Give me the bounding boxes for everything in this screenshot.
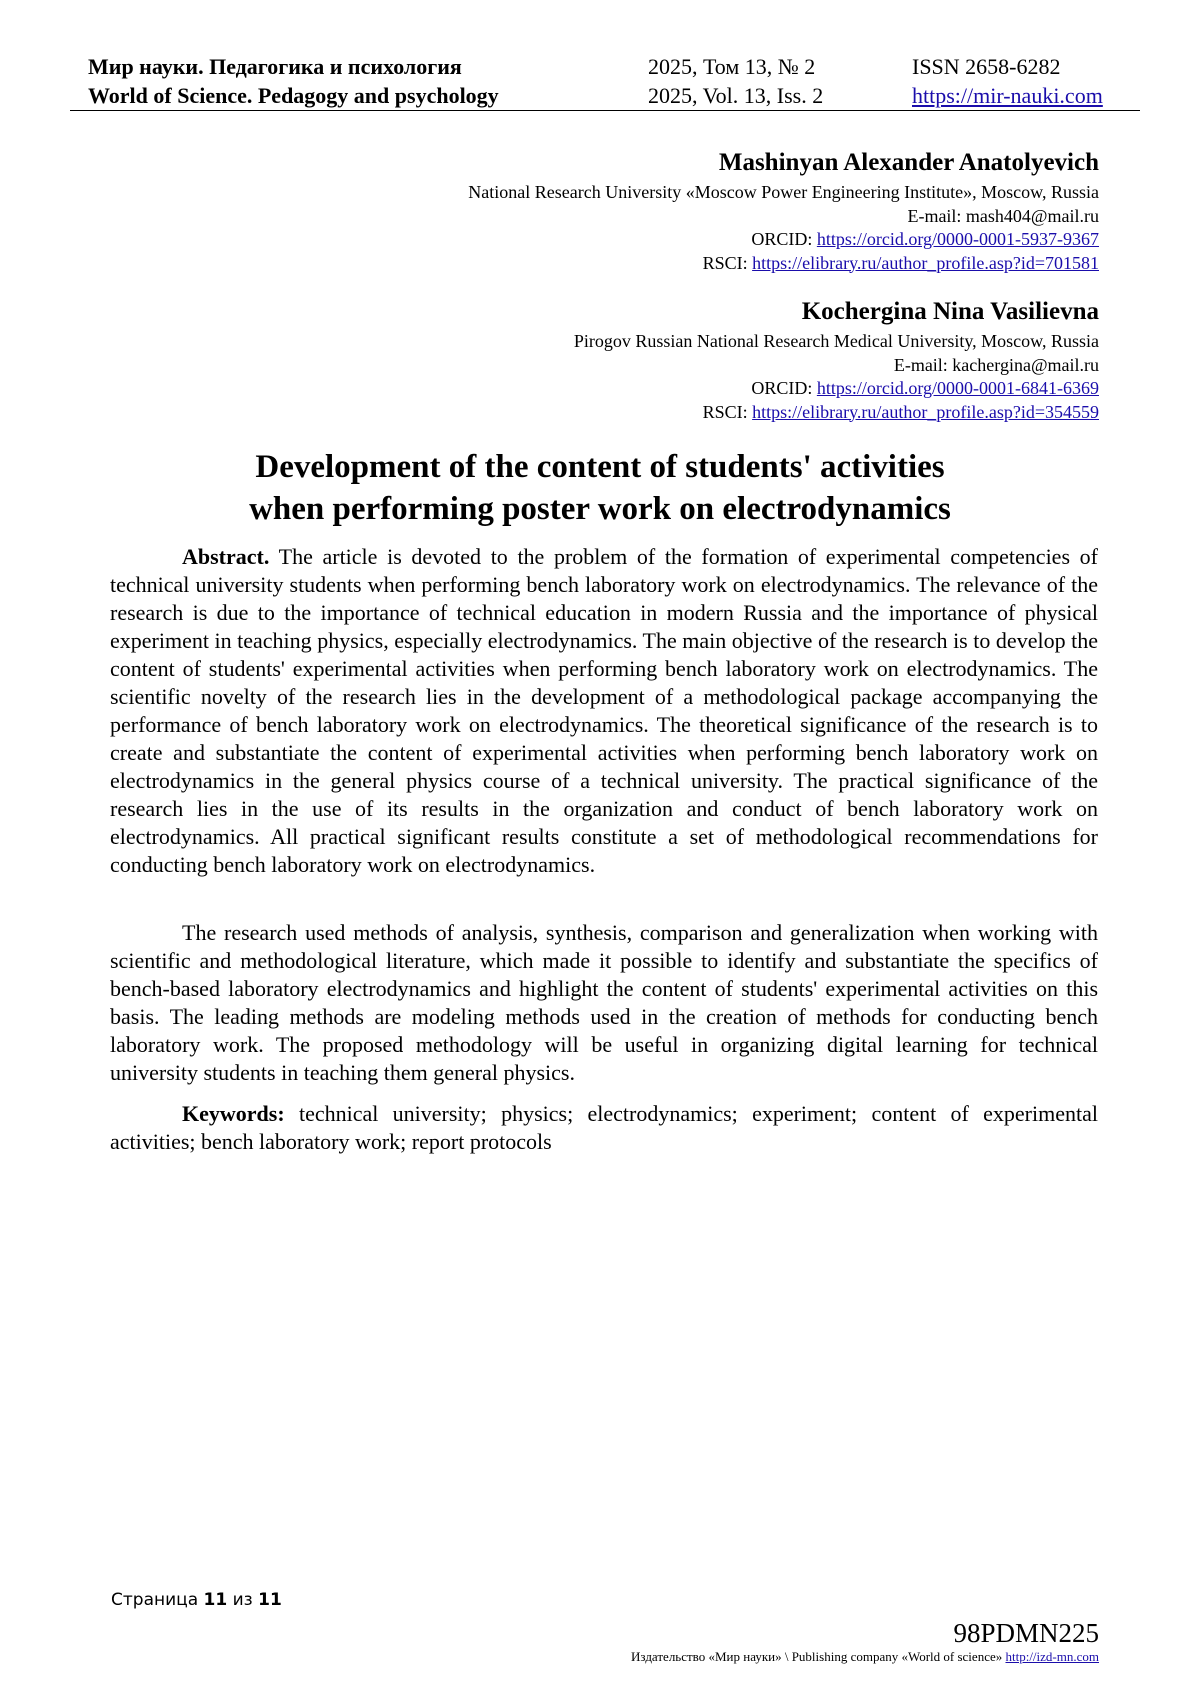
author-email: E-mail: mash404@mail.ru: [907, 205, 1099, 226]
article-title-line-1: Development of the content of students' activities: [255, 449, 945, 485]
publisher-text: Издательство «Мир науки» \ Publishing company «World of science»: [631, 1649, 1006, 1664]
author-name: Kochergina Nina Vasilievna: [801, 298, 1099, 325]
abstract-text-2: The research used methods of analysis, synthesis, comparison and generalization when working with scientific and methodological literature, which made it possible to identify and substantiate the specifics of bench-based laboratory electrodynamics and highlight the content of students' experimental activities on this basis. The leading methods are modeling methods used in the creation of methods for conducting bench laboratory work. The proposed methodology will be useful in organizing digital learning for technical university students in teaching them general physics.: [110, 920, 1098, 1085]
author-email: E-mail: kachergina@mail.ru: [893, 354, 1099, 375]
methods-paragraph: [110, 919, 1098, 1087]
journal-site-link[interactable]: https://mir-nauki.com: [912, 83, 1103, 108]
keywords-label: Keywords:: [182, 1101, 285, 1126]
publisher-line: [631, 1649, 1099, 1665]
journal-title-en: World of Science. Pedagogy and psychology: [88, 83, 499, 108]
journal-header: [88, 52, 1120, 112]
journal-issue: [648, 52, 823, 110]
author-affiliation: National Research University «Moscow Power Engineering Institute», Moscow, Russia: [468, 182, 1099, 202]
page-mid: из: [227, 1590, 259, 1610]
orcid-link[interactable]: https://orcid.org/0000-0001-6841-6369: [816, 378, 1099, 398]
abstract-text: The article is devoted to the problem of the formation of experimental competencies of technical university students when performing bench laboratory work on electrodynamics. The relevance of the research is due to the importance of technical education in modern Russia and the importance of physical experiment in teaching physics, especially electrodynamics. The main objective of the research is to develop the content of students' experimental activities when performing bench laboratory work on electrodynamics. The scientific novelty of the research lies in the development of a methodological package accompanying the performance of bench laboratory work on electrodynamics. The theoretical significance of the research is to create and substantiate the content of experimental activities when performing bench laboratory work on electrodynamics in the general physics course of a technical university. The practical significance of the research lies in the use of its results in the organization and conduct of bench laboratory work on electrodynamics. All practical significant results constitute a set of methodological recommendations for conducting bench laboratory work on electrodynamics.: [110, 544, 1098, 877]
rsci-label: RSCI:: [702, 401, 753, 422]
abstract: [110, 543, 1098, 879]
page-current: 11: [203, 1590, 228, 1610]
issue-ru: 2025, Том 13, № 2: [648, 54, 816, 79]
article-code: 98PDMN225: [953, 1618, 1099, 1648]
page-number: [111, 1590, 282, 1610]
orcid-label: ORCID:: [751, 378, 817, 398]
page-total: 11: [258, 1590, 282, 1610]
keywords-text: technical university; physics; electrodynamics; experiment; content of experimental activities; bench laboratory work; report protocols: [110, 1101, 1098, 1154]
journal-title-ru: Мир науки. Педагогика и психология: [88, 54, 462, 79]
author-name: Mashinyan Alexander Anatolyevich: [718, 149, 1099, 176]
author-block-2: [199, 295, 1099, 424]
orcid-link[interactable]: https://orcid.org/0000-0001-5937-9367: [816, 229, 1099, 249]
rsci-link[interactable]: https://elibrary.ru/author_profile.asp?id=701581: [752, 252, 1099, 273]
issn: ISSN 2658-6282: [912, 54, 1061, 79]
publisher-link[interactable]: http://izd-mn.com: [1005, 1649, 1099, 1664]
journal-identifiers: [912, 52, 1103, 110]
issue-en: 2025, Vol. 13, Iss. 2: [648, 83, 824, 108]
page-prefix: Страница: [111, 1590, 204, 1610]
author-affiliation: Pirogov Russian National Research Medical University, Moscow, Russia: [573, 331, 1099, 351]
orcid-label: ORCID:: [751, 229, 817, 249]
article-title: [100, 446, 1100, 530]
rsci-label: RSCI:: [702, 252, 753, 273]
keywords: [110, 1100, 1098, 1156]
header-divider: [70, 110, 1140, 111]
article-title-line-2: when performing poster work on electrodynamics: [249, 491, 951, 527]
author-block-1: [199, 146, 1099, 275]
journal-title: [88, 52, 499, 110]
rsci-link[interactable]: https://elibrary.ru/author_profile.asp?id=354559: [752, 401, 1099, 422]
abstract-label: Abstract.: [182, 544, 270, 569]
